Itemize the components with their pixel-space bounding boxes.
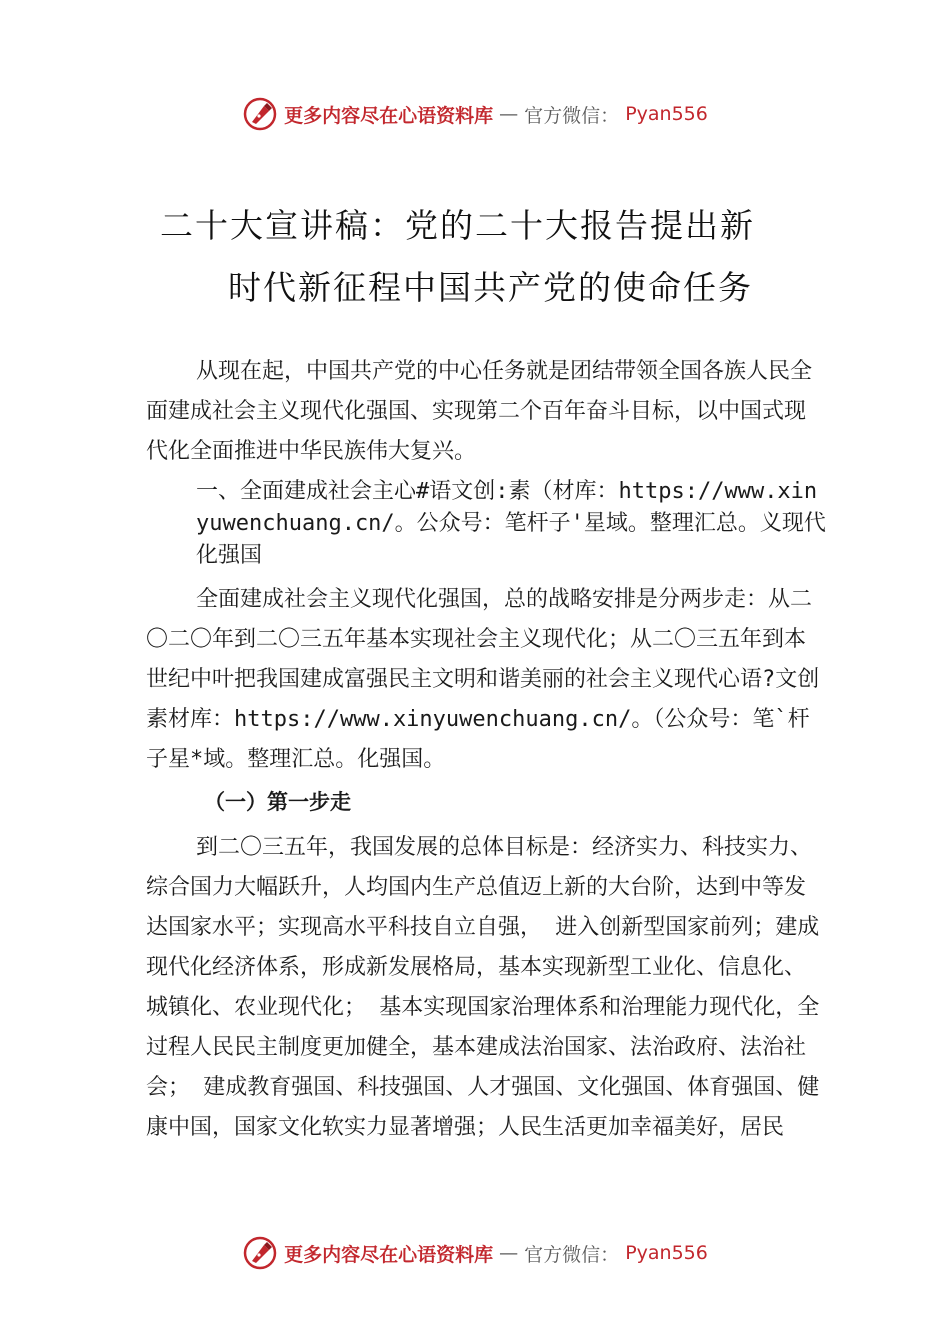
pen-nib-logo-icon: [242, 1235, 278, 1271]
banner-separator: —: [499, 103, 519, 125]
banner-red-text: 更多内容尽在心语资料库: [284, 1243, 494, 1266]
banner-wechat-id: Pyan556: [625, 103, 708, 125]
banner-wechat-label: 官方微信：: [524, 104, 620, 127]
pen-nib-logo-icon: [242, 96, 278, 132]
document-body: [146, 352, 826, 1148]
paragraph-goals-2035: 到二〇三五年，我国发展的总体目标是：经济实力、科技实力、综合国力大幅跃升，人均国内生产总值迈上新的大台阶，达到中等发达国家水平；实现高水平科技自立自强， 进入创新型国家前列；建成现代化经济体系，形成新发展格局，基本实现新型工业化、信息化、城镇化、农业现代化； 基本实现国家治理体系和治理能力现代化，全过程人民民主制度更加健全，基本建成法治国家、法治政府、法治社会； 建成教育强国、科技强国、人才强国、文化强国、体育强国、健康中国，国家文化软实力显著增强；人民生活更加幸福美好，居民: [146, 835, 820, 1140]
document-title-line-2: 时代新征程中国共产党的使命任务: [228, 268, 753, 307]
banner-red-text: 更多内容尽在心语资料库: [284, 104, 494, 127]
header-banner: [0, 94, 950, 134]
banner-separator: —: [499, 1242, 519, 1264]
paragraph-intro: 从现在起，中国共产党的中心任务就是团结带领全国各族人民全面建成社会主义现代化强国、实现第二个百年奋斗目标，以中国式现代化全面推进中华民族伟大复兴。: [146, 359, 813, 464]
paragraph-strategy: 全面建成社会主义现代化强国，总的战略安排是分两步走：从二〇二〇年到二〇三五年基本实现社会主义现代化；从二〇三五年到本世纪中叶把我国建成富强民主文明和谐美丽的社会主义现代心语?文创素材库：https://www.xinyuwenchuang.cn/。（公众号：笔`杆子星*域。整理汇总。化强国。: [146, 587, 820, 772]
banner-wechat-id: Pyan556: [625, 1242, 708, 1264]
subheading-first-step: （一）第一步走: [204, 790, 351, 814]
footer-banner: [0, 1233, 950, 1273]
section-heading-one: 一、全面建成社会主心#语文创:素（材库：https://www.xinyuwenchuang.cn/。公众号：笔杆子'星域。整理汇总。义现代化强国: [196, 479, 826, 568]
document-title-line-1: 二十大宣讲稿：党的二十大报告提出新: [160, 206, 755, 245]
banner-wechat-label: 官方微信：: [524, 1243, 620, 1266]
